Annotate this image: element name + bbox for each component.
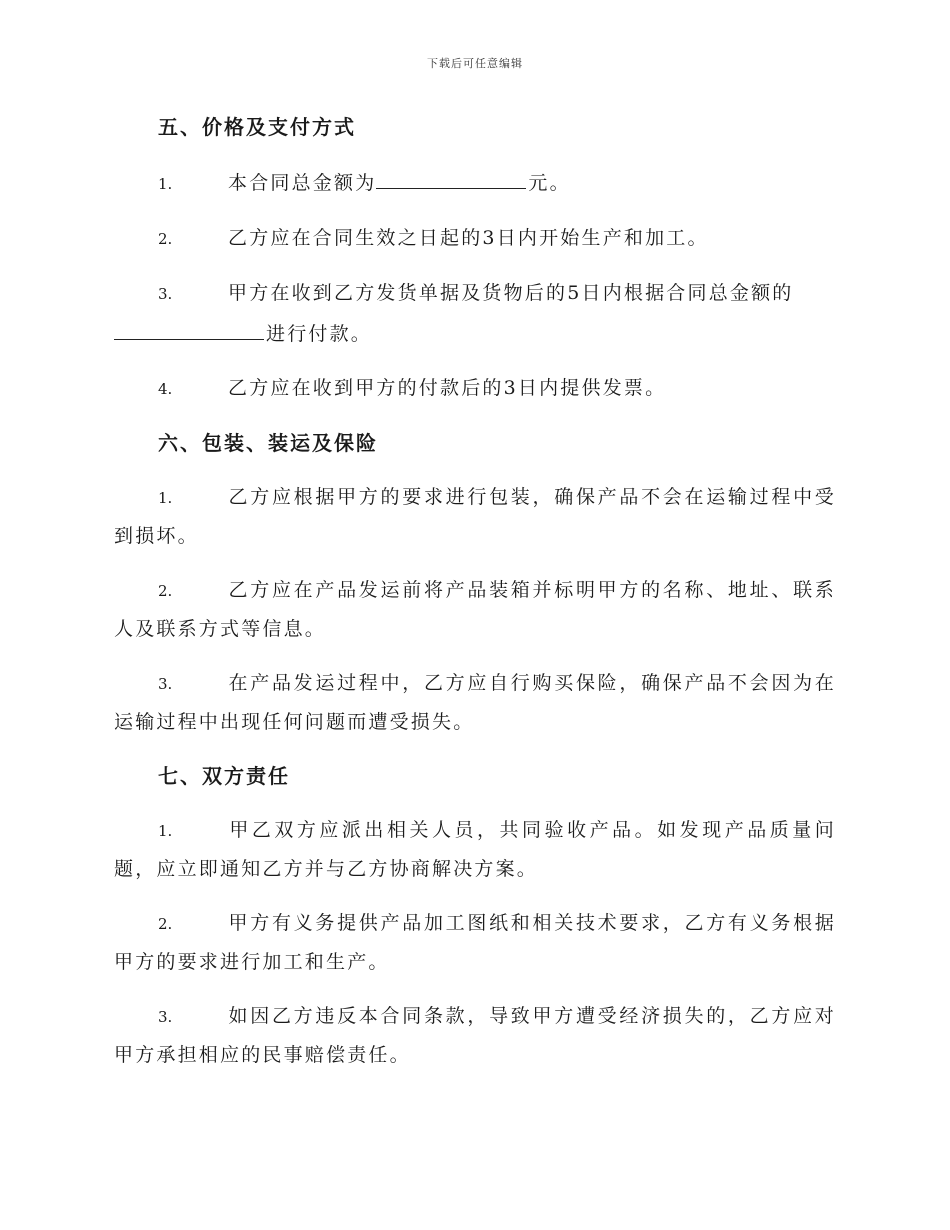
clause-5-2 — [114, 219, 836, 258]
blank-total-amount[interactable] — [376, 162, 526, 189]
clause-number: 3. — [158, 285, 173, 303]
clause-number: 2. — [158, 582, 173, 600]
header-note: 下载后可任意编辑 — [427, 57, 523, 70]
clause-text: 乙方应在合同生效之日起的3日内开始生产和加工。 — [228, 227, 709, 249]
clause-number: 1. — [158, 175, 173, 193]
clause-number: 4. — [158, 380, 173, 398]
clause-number: 2. — [158, 230, 173, 248]
clause-6-2 — [114, 571, 836, 648]
clause-text: 乙方应在收到甲方的付款后的3日内提供发票。 — [228, 377, 667, 399]
clause-text: 甲乙双方应派出相关人员，共同验收产品。如发现产品质量问题，应立即通知乙方并与乙方协商解决方案。 — [114, 819, 836, 880]
clause-5-4 — [114, 369, 836, 408]
clause-number: 1. — [158, 822, 173, 840]
document-body — [114, 108, 836, 1090]
section-title-packaging-shipping: 六、包装、装运及保险 — [158, 431, 378, 455]
clause-text: 甲方有义务提供产品加工图纸和相关技术要求，乙方有义务根据甲方的要求进行加工和生产。 — [114, 912, 836, 973]
clause-number: 3. — [158, 1008, 173, 1026]
clause-text: 本合同总金额为 — [228, 172, 377, 194]
clause-7-2 — [114, 904, 836, 981]
clause-text-suffix: 进行付款。 — [266, 323, 373, 345]
clause-number: 2. — [158, 915, 173, 933]
clause-text: 在产品发运过程中，乙方应自行购买保险，确保产品不会因为在运输过程中出现任何问题而遭受损失。 — [114, 672, 836, 733]
clause-text: 乙方应在产品发运前将产品装箱并标明甲方的名称、地址、联系人及联系方式等信息。 — [114, 579, 836, 640]
clause-6-1 — [114, 478, 836, 555]
clause-6-3 — [114, 664, 836, 741]
clause-text: 如因乙方违反本合同条款，导致甲方遭受经济损失的，乙方应对甲方承担相应的民事赔偿责任。 — [114, 1005, 836, 1066]
section-title-price-payment: 五、价格及支付方式 — [158, 115, 356, 139]
clause-number: 1. — [158, 489, 173, 507]
blank-payment-ratio[interactable] — [114, 313, 264, 340]
clause-text-suffix: 元。 — [528, 172, 571, 194]
clause-text: 乙方应根据甲方的要求进行包装，确保产品不会在运输过程中受到损坏。 — [114, 486, 836, 547]
clause-text: 甲方在收到乙方发货单据及货物后的5日内根据合同总金额的 — [228, 282, 794, 304]
clause-5-3 — [114, 274, 836, 353]
clause-7-3 — [114, 997, 836, 1074]
clause-number: 3. — [158, 675, 173, 693]
clause-7-1 — [114, 811, 836, 888]
section-title-responsibilities: 七、双方责任 — [158, 764, 290, 788]
clause-5-1 — [114, 162, 836, 203]
